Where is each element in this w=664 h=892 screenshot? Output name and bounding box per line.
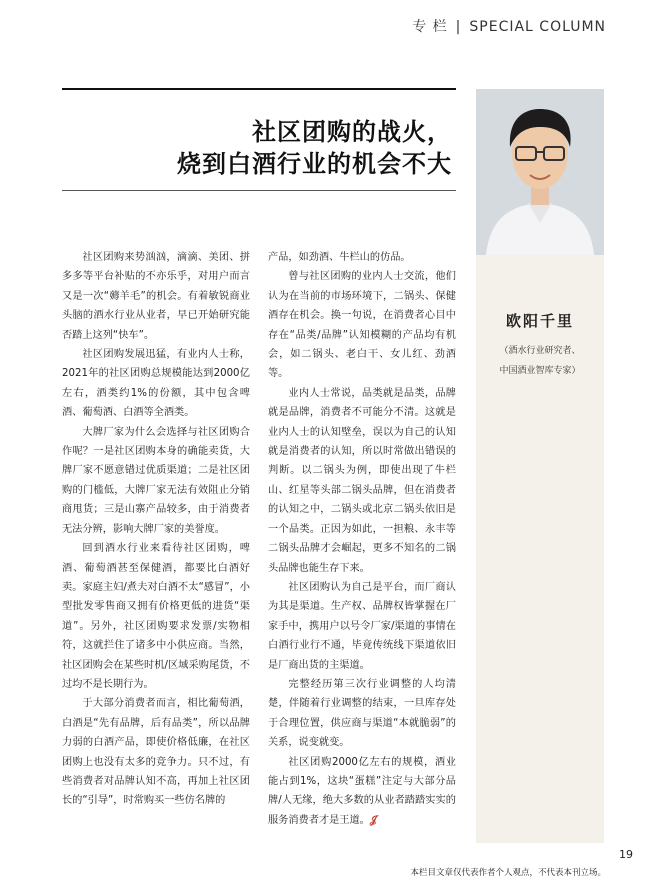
paragraph-continued: 产品，如劲酒、牛栏山的仿品。 [268, 252, 411, 263]
end-mark-icon: 𝒥 [369, 814, 377, 826]
author-role-line-1: （酒水行业研究者、 [499, 346, 581, 356]
paragraph: 大牌厂家为什么会选择与社区团购合作呢？一是社区团购本身的确能卖货，大牌厂家不愿意错过优质渠道；二是社区团购的门槛低，大牌厂家无法有效阻止分销商甩货；三是山寨产品较多，由于消费者无法分辨，影响大牌厂家的美誉度。 [62, 426, 250, 535]
paragraph: 曾与社区团购的业内人士交流，他们认为在当前的市场环境下，二锅头、保健酒存在机会。换一句说，在消费者心目中存在“品类/品牌”认知模糊的产品均有机会，如二锅头、老白干、女儿红、劲酒等。 [268, 271, 456, 380]
article-column-left [62, 248, 250, 811]
author-role-line-2: 中国酒业智库专家） [499, 366, 581, 376]
author-role [476, 341, 604, 381]
author-name: 欧阳千里 [505, 312, 574, 330]
final-paragraph-text: 社区团购2000亿左右的规模，酒业能占到1%，这块“蛋糕”注定与大部分品牌/人无缘，绝大多数的从业者踏踏实实的服务消费者才是王道。 [268, 756, 456, 826]
article-title-line-1: 社区团购的战火， [252, 117, 452, 146]
page-number: 19 [619, 848, 633, 861]
paragraph-final [268, 753, 456, 831]
article-title-line-2: 烧到白酒行业的机会不大 [177, 149, 452, 178]
paragraph: 社区团购发展迅猛，有业内人士称，2021年的社区团购总规模能达到2000亿左右，酒类约1%的份额，其中包含啤酒、葡萄酒、白酒等全酒类。 [62, 349, 250, 419]
section-separator: | [455, 19, 462, 35]
section-label-en: SPECIAL COLUMN [469, 19, 606, 35]
section-header [412, 16, 606, 36]
paragraph: 社区团购认为自己是平台，而厂商认为其是渠道。生产权、品牌权皆掌握在厂家手中，携用户以号令厂家/渠道的事情在白酒行业行不通，毕竟传统线下渠道依旧是厂商出货的主渠道。 [268, 581, 456, 671]
paragraph: 社区团购来势汹汹，滴滴、美团、拼多多等平台补贴的不亦乐乎，对用户而言又是一次“薅羊毛”的机会。有着敏锐商业头脑的酒水行业从业者，早已开始研究能否踏上这列“快车”。 [62, 252, 250, 341]
disclaimer-note: 本栏目文章仅代表作者个人观点，不代表本刊立场。 [410, 868, 606, 878]
paragraph: 于大部分消费者而言，相比葡萄酒，白酒是“先有品牌，后有品类”，所以品牌力弱的白酒产品，即使价格低廉，在社区团购上也没有太多的竞争力。只不过，有些消费者对品牌认知不高，再加上社区团长的“引导”，时常购买一些仿名牌的 [62, 698, 250, 807]
author-photo [476, 89, 604, 255]
author-portrait-illustration [476, 89, 604, 255]
article-title-block [62, 88, 456, 191]
article-column-right [268, 248, 456, 830]
paragraph: 业内人士常说，品类就是品类，品牌就是品牌，消费者不可能分不清。这就是业内人士的认知壁垒，误以为自己的认知就是消费者的认知，所以时常做出错误的判断。以二锅头为例，即使出现了牛栏山、红星等头部二锅头品牌，但在消费者的认知之中，二锅头或北京二锅头依旧是一个品类。正因为如此，一担粮、永丰等二锅头品牌才会崛起，更多不知名的二锅头品牌也能生存下来。 [268, 387, 456, 574]
paragraph: 完整经历第三次行业调整的人均清楚，伴随着行业调整的结束，一旦库存处于合理位置，供应商与渠道“本就脆弱”的关系，说变就变。 [268, 678, 456, 749]
section-label-cn: 专 栏 [412, 19, 448, 35]
paragraph: 回到酒水行业来看待社区团购，啤酒、葡萄酒甚至保健酒，都要比白酒好卖。家庭主妇/煮夫对白酒不太“感冒”，小型批发零售商又拥有价格更低的进货“渠道”。另外，社区团购要求发票/实物相符，这就拦住了诸多中小供应商。当然，社区团购会在某些时机/区域采购尾货，不过均不是长期行为。 [62, 543, 250, 690]
